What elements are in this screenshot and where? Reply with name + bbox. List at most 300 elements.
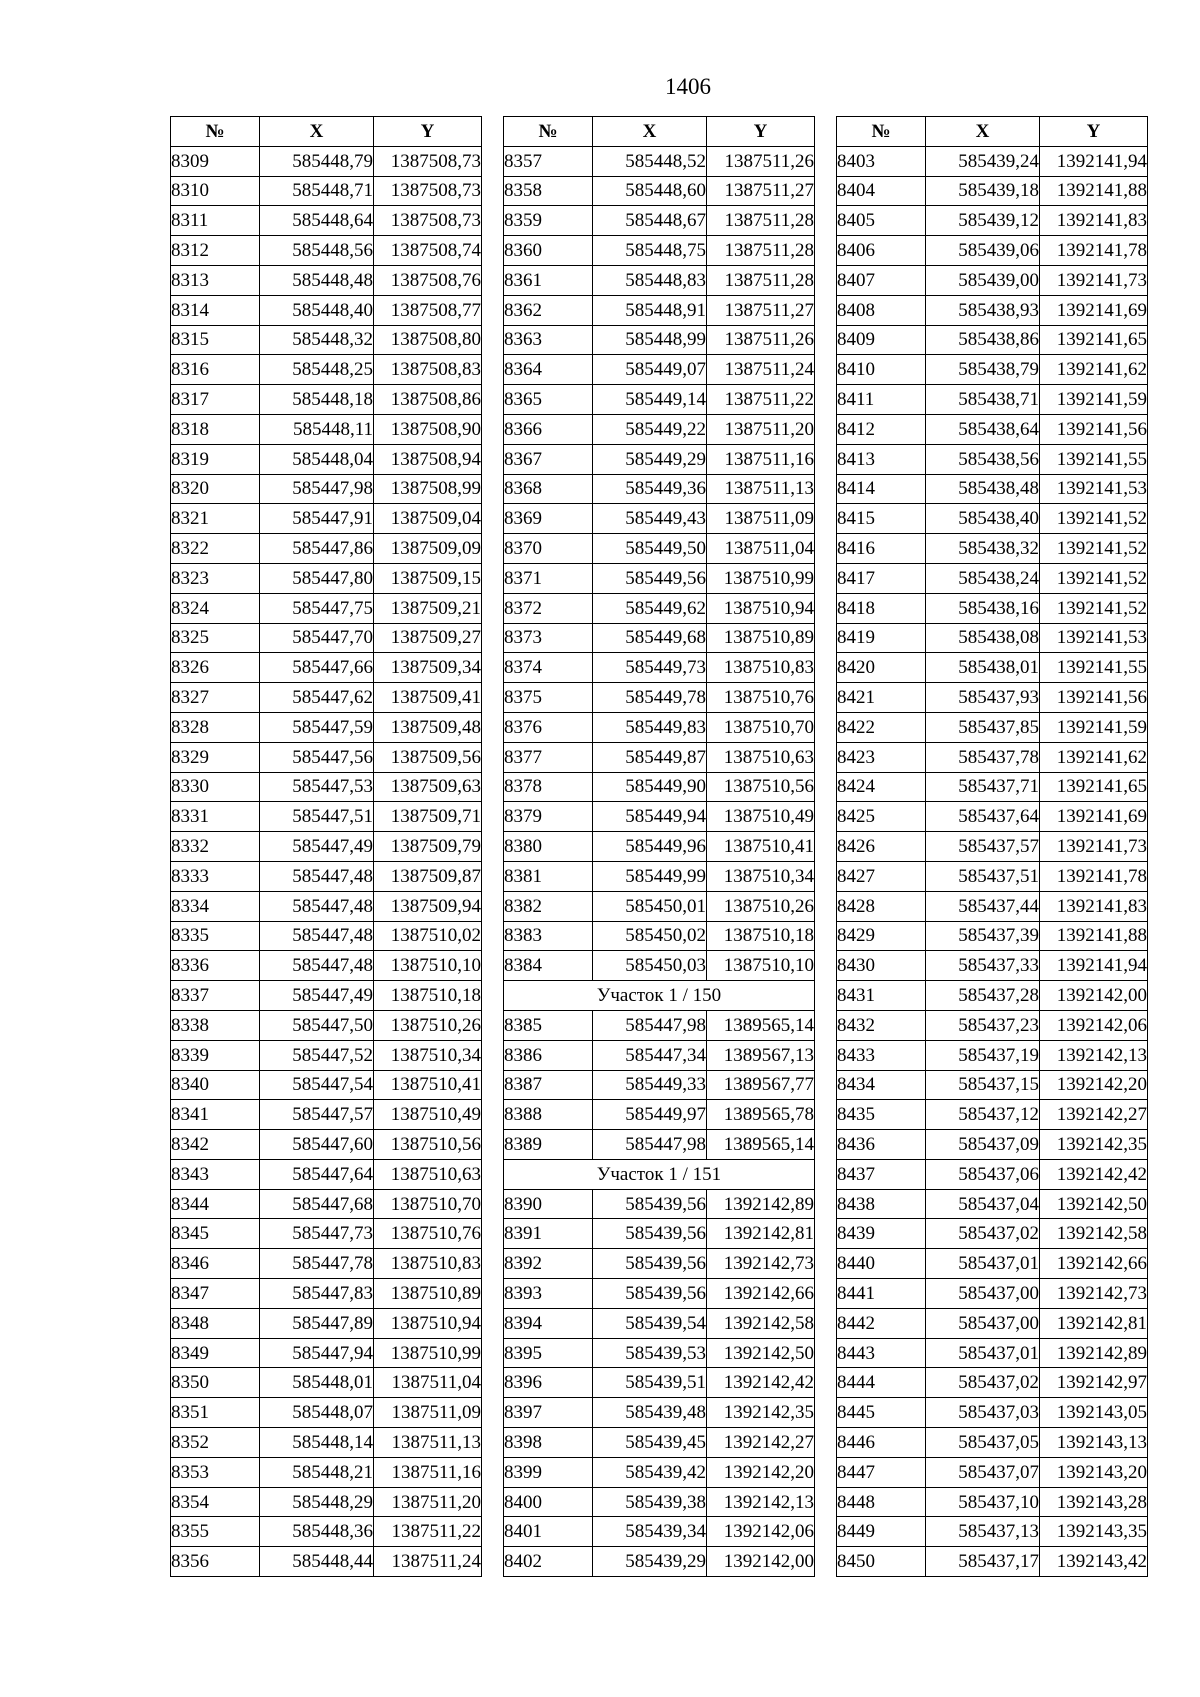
y-coordinate-cell: 1387510,34 — [374, 1040, 482, 1070]
table-row — [171, 921, 482, 951]
point-number-cell: 8338 — [171, 1010, 260, 1040]
y-coordinate-cell: 1387511,16 — [707, 444, 815, 474]
point-number-cell: 8366 — [504, 414, 593, 444]
x-coordinate-cell: 585447,98 — [593, 1130, 707, 1160]
point-number-cell: 8326 — [171, 653, 260, 683]
point-number-cell: 8353 — [171, 1457, 260, 1487]
header-y: Y — [1040, 117, 1148, 147]
point-number-cell: 8448 — [837, 1487, 926, 1517]
table-row — [837, 1010, 1148, 1040]
point-number-cell: 8312 — [171, 236, 260, 266]
y-coordinate-cell: 1387511,09 — [707, 504, 815, 534]
point-number-cell: 8423 — [837, 742, 926, 772]
table-row — [171, 414, 482, 444]
table-row — [504, 355, 815, 385]
table-row — [837, 1308, 1148, 1338]
point-number-cell: 8406 — [837, 236, 926, 266]
table-row — [837, 1398, 1148, 1428]
x-coordinate-cell: 585439,29 — [593, 1547, 707, 1577]
x-coordinate-cell: 585437,09 — [926, 1130, 1040, 1160]
x-coordinate-cell: 585437,17 — [926, 1547, 1040, 1577]
page-number: 1406 — [665, 74, 711, 99]
x-coordinate-cell: 585447,75 — [260, 593, 374, 623]
x-coordinate-cell: 585437,19 — [926, 1040, 1040, 1070]
x-coordinate-cell: 585447,49 — [260, 981, 374, 1011]
y-coordinate-cell: 1387510,99 — [374, 1338, 482, 1368]
table-row — [504, 265, 815, 295]
x-coordinate-cell: 585449,07 — [593, 355, 707, 385]
y-coordinate-cell: 1392143,20 — [1040, 1457, 1148, 1487]
point-number-cell: 8323 — [171, 563, 260, 593]
table-row — [171, 1010, 482, 1040]
point-number-cell: 8334 — [171, 891, 260, 921]
y-coordinate-cell: 1389565,14 — [707, 1010, 815, 1040]
x-coordinate-cell: 585448,36 — [260, 1517, 374, 1547]
x-coordinate-cell: 585439,38 — [593, 1487, 707, 1517]
y-coordinate-cell: 1392142,58 — [1040, 1219, 1148, 1249]
y-coordinate-cell: 1387511,09 — [374, 1398, 482, 1428]
x-coordinate-cell: 585448,11 — [260, 414, 374, 444]
point-number-cell: 8415 — [837, 504, 926, 534]
section-row — [504, 981, 815, 1011]
table-row — [171, 653, 482, 683]
y-coordinate-cell: 1387510,94 — [707, 593, 815, 623]
table-row — [171, 355, 482, 385]
x-coordinate-cell: 585439,18 — [926, 176, 1040, 206]
table-row — [504, 1547, 815, 1577]
table-row — [171, 1189, 482, 1219]
y-coordinate-cell: 1387509,79 — [374, 832, 482, 862]
point-number-cell: 8333 — [171, 861, 260, 891]
y-coordinate-cell: 1387508,73 — [374, 146, 482, 176]
x-coordinate-cell: 585447,98 — [260, 474, 374, 504]
point-number-cell: 8412 — [837, 414, 926, 444]
x-coordinate-cell: 585437,71 — [926, 772, 1040, 802]
table-row — [837, 444, 1148, 474]
x-coordinate-cell: 585439,12 — [926, 206, 1040, 236]
table-row — [837, 474, 1148, 504]
point-number-cell: 8322 — [171, 534, 260, 564]
x-coordinate-cell: 585447,66 — [260, 653, 374, 683]
y-coordinate-cell: 1392142,35 — [707, 1398, 815, 1428]
y-coordinate-cell: 1387509,56 — [374, 742, 482, 772]
table-row — [837, 295, 1148, 325]
table-row — [504, 921, 815, 951]
point-number-cell: 8402 — [504, 1547, 593, 1577]
point-number-cell: 8408 — [837, 295, 926, 325]
y-coordinate-cell: 1387509,27 — [374, 623, 482, 653]
table-row — [171, 623, 482, 653]
y-coordinate-cell: 1392141,52 — [1040, 534, 1148, 564]
point-number-cell: 8435 — [837, 1100, 926, 1130]
point-number-cell: 8368 — [504, 474, 593, 504]
y-coordinate-cell: 1392141,53 — [1040, 474, 1148, 504]
y-coordinate-cell: 1392142,50 — [707, 1338, 815, 1368]
y-coordinate-cell: 1392141,56 — [1040, 414, 1148, 444]
x-coordinate-cell: 585438,32 — [926, 534, 1040, 564]
x-coordinate-cell: 585437,12 — [926, 1100, 1040, 1130]
x-coordinate-cell: 585447,51 — [260, 802, 374, 832]
table-row — [837, 236, 1148, 266]
y-coordinate-cell: 1387510,99 — [707, 563, 815, 593]
x-coordinate-cell: 585448,91 — [593, 295, 707, 325]
table-row — [171, 742, 482, 772]
header-number: № — [504, 117, 593, 147]
table-row — [171, 444, 482, 474]
x-coordinate-cell: 585449,73 — [593, 653, 707, 683]
y-coordinate-cell: 1392143,28 — [1040, 1487, 1148, 1517]
header-row — [504, 117, 815, 147]
y-coordinate-cell: 1387510,34 — [707, 861, 815, 891]
x-coordinate-cell: 585437,39 — [926, 921, 1040, 951]
point-number-cell: 8389 — [504, 1130, 593, 1160]
x-coordinate-cell: 585449,62 — [593, 593, 707, 623]
table-row — [837, 683, 1148, 713]
y-coordinate-cell: 1387508,86 — [374, 385, 482, 415]
y-coordinate-cell: 1387509,71 — [374, 802, 482, 832]
y-coordinate-cell: 1392142,27 — [707, 1428, 815, 1458]
x-coordinate-cell: 585450,03 — [593, 951, 707, 981]
y-coordinate-cell: 1392142,27 — [1040, 1100, 1148, 1130]
point-number-cell: 8424 — [837, 772, 926, 802]
x-coordinate-cell: 585438,56 — [926, 444, 1040, 474]
y-coordinate-cell: 1389567,77 — [707, 1070, 815, 1100]
x-coordinate-cell: 585438,93 — [926, 295, 1040, 325]
table-row — [171, 802, 482, 832]
x-coordinate-cell: 585447,59 — [260, 712, 374, 742]
x-coordinate-cell: 585437,23 — [926, 1010, 1040, 1040]
y-coordinate-cell: 1387510,70 — [707, 712, 815, 742]
point-number-cell: 8340 — [171, 1070, 260, 1100]
y-coordinate-cell: 1387511,04 — [707, 534, 815, 564]
y-coordinate-cell: 1387510,94 — [374, 1308, 482, 1338]
y-coordinate-cell: 1387508,73 — [374, 176, 482, 206]
table-row — [504, 1070, 815, 1100]
point-number-cell: 8363 — [504, 325, 593, 355]
point-number-cell: 8319 — [171, 444, 260, 474]
table-row — [837, 593, 1148, 623]
x-coordinate-cell: 585437,13 — [926, 1517, 1040, 1547]
y-coordinate-cell: 1392143,13 — [1040, 1428, 1148, 1458]
x-coordinate-cell: 585449,14 — [593, 385, 707, 415]
y-coordinate-cell: 1392141,88 — [1040, 176, 1148, 206]
y-coordinate-cell: 1392141,73 — [1040, 265, 1148, 295]
y-coordinate-cell: 1387509,63 — [374, 772, 482, 802]
x-coordinate-cell: 585448,60 — [593, 176, 707, 206]
x-coordinate-cell: 585439,54 — [593, 1308, 707, 1338]
table-row — [837, 1368, 1148, 1398]
point-number-cell: 8433 — [837, 1040, 926, 1070]
x-coordinate-cell: 585448,79 — [260, 146, 374, 176]
point-number-cell: 8427 — [837, 861, 926, 891]
x-coordinate-cell: 585447,68 — [260, 1189, 374, 1219]
point-number-cell: 8316 — [171, 355, 260, 385]
point-number-cell: 8367 — [504, 444, 593, 474]
x-coordinate-cell: 585450,02 — [593, 921, 707, 951]
table-row — [837, 981, 1148, 1011]
table-row — [171, 772, 482, 802]
point-number-cell: 8422 — [837, 712, 926, 742]
table-row — [171, 1130, 482, 1160]
y-coordinate-cell: 1392142,81 — [1040, 1308, 1148, 1338]
table-row — [504, 861, 815, 891]
x-coordinate-cell: 585447,62 — [260, 683, 374, 713]
y-coordinate-cell: 1392142,42 — [1040, 1159, 1148, 1189]
y-coordinate-cell: 1387510,76 — [374, 1219, 482, 1249]
table-row — [171, 504, 482, 534]
point-number-cell: 8341 — [171, 1100, 260, 1130]
point-number-cell: 8309 — [171, 146, 260, 176]
y-coordinate-cell: 1392142,00 — [707, 1547, 815, 1577]
x-coordinate-cell: 585439,51 — [593, 1368, 707, 1398]
point-number-cell: 8390 — [504, 1189, 593, 1219]
point-number-cell: 8384 — [504, 951, 593, 981]
y-coordinate-cell: 1387509,41 — [374, 683, 482, 713]
y-coordinate-cell: 1387510,89 — [707, 623, 815, 653]
coordinates-table-1 — [170, 116, 482, 1577]
header-x: X — [260, 117, 374, 147]
point-number-cell: 8310 — [171, 176, 260, 206]
table-row — [837, 1547, 1148, 1577]
y-coordinate-cell: 1387510,49 — [374, 1100, 482, 1130]
y-coordinate-cell: 1392142,06 — [1040, 1010, 1148, 1040]
x-coordinate-cell: 585447,86 — [260, 534, 374, 564]
x-coordinate-cell: 585447,48 — [260, 861, 374, 891]
x-coordinate-cell: 585450,01 — [593, 891, 707, 921]
y-coordinate-cell: 1392141,78 — [1040, 861, 1148, 891]
point-number-cell: 8410 — [837, 355, 926, 385]
point-number-cell: 8327 — [171, 683, 260, 713]
table-row — [504, 474, 815, 504]
x-coordinate-cell: 585437,33 — [926, 951, 1040, 981]
point-number-cell: 8318 — [171, 414, 260, 444]
x-coordinate-cell: 585438,24 — [926, 563, 1040, 593]
table-row — [504, 385, 815, 415]
point-number-cell: 8324 — [171, 593, 260, 623]
y-coordinate-cell: 1392141,59 — [1040, 385, 1148, 415]
y-coordinate-cell: 1392142,89 — [1040, 1338, 1148, 1368]
y-coordinate-cell: 1392141,83 — [1040, 206, 1148, 236]
y-coordinate-cell: 1392141,55 — [1040, 444, 1148, 474]
table-row — [837, 861, 1148, 891]
table-row — [171, 861, 482, 891]
x-coordinate-cell: 585448,99 — [593, 325, 707, 355]
y-coordinate-cell: 1392141,69 — [1040, 295, 1148, 325]
table-row — [837, 951, 1148, 981]
point-number-cell: 8436 — [837, 1130, 926, 1160]
point-number-cell: 8317 — [171, 385, 260, 415]
table-row — [504, 683, 815, 713]
y-coordinate-cell: 1389567,13 — [707, 1040, 815, 1070]
y-coordinate-cell: 1392141,56 — [1040, 683, 1148, 713]
y-coordinate-cell: 1392141,62 — [1040, 355, 1148, 385]
table-row — [504, 1487, 815, 1517]
table-row — [171, 265, 482, 295]
y-coordinate-cell: 1392141,59 — [1040, 712, 1148, 742]
point-number-cell: 8440 — [837, 1249, 926, 1279]
x-coordinate-cell: 585437,07 — [926, 1457, 1040, 1487]
point-number-cell: 8430 — [837, 951, 926, 981]
x-coordinate-cell: 585448,32 — [260, 325, 374, 355]
x-coordinate-cell: 585448,25 — [260, 355, 374, 385]
x-coordinate-cell: 585447,48 — [260, 951, 374, 981]
table-row — [837, 206, 1148, 236]
table-row — [504, 1249, 815, 1279]
y-coordinate-cell: 1387511,22 — [707, 385, 815, 415]
y-coordinate-cell: 1392141,52 — [1040, 563, 1148, 593]
point-number-cell: 8395 — [504, 1338, 593, 1368]
y-coordinate-cell: 1387510,89 — [374, 1279, 482, 1309]
y-coordinate-cell: 1387510,18 — [374, 981, 482, 1011]
point-number-cell: 8428 — [837, 891, 926, 921]
point-number-cell: 8419 — [837, 623, 926, 653]
x-coordinate-cell: 585448,75 — [593, 236, 707, 266]
y-coordinate-cell: 1389565,14 — [707, 1130, 815, 1160]
table-row — [171, 1547, 482, 1577]
x-coordinate-cell: 585447,48 — [260, 891, 374, 921]
x-coordinate-cell: 585437,01 — [926, 1338, 1040, 1368]
table-row — [837, 385, 1148, 415]
table-row — [171, 712, 482, 742]
table-row — [504, 1130, 815, 1160]
point-number-cell: 8356 — [171, 1547, 260, 1577]
point-number-cell: 8387 — [504, 1070, 593, 1100]
x-coordinate-cell: 585447,54 — [260, 1070, 374, 1100]
x-coordinate-cell: 585449,50 — [593, 534, 707, 564]
point-number-cell: 8351 — [171, 1398, 260, 1428]
x-coordinate-cell: 585447,57 — [260, 1100, 374, 1130]
table-row — [171, 1398, 482, 1428]
point-number-cell: 8416 — [837, 534, 926, 564]
x-coordinate-cell: 585447,94 — [260, 1338, 374, 1368]
x-coordinate-cell: 585448,18 — [260, 385, 374, 415]
point-number-cell: 8342 — [171, 1130, 260, 1160]
x-coordinate-cell: 585437,51 — [926, 861, 1040, 891]
point-number-cell: 8362 — [504, 295, 593, 325]
x-coordinate-cell: 585437,15 — [926, 1070, 1040, 1100]
y-coordinate-cell: 1392141,55 — [1040, 653, 1148, 683]
table-row — [837, 504, 1148, 534]
y-coordinate-cell: 1387510,49 — [707, 802, 815, 832]
point-number-cell: 8411 — [837, 385, 926, 415]
table-row — [837, 414, 1148, 444]
table-row — [837, 623, 1148, 653]
y-coordinate-cell: 1387509,09 — [374, 534, 482, 564]
point-number-cell: 8426 — [837, 832, 926, 862]
y-coordinate-cell: 1387508,77 — [374, 295, 482, 325]
table-row — [837, 742, 1148, 772]
point-number-cell: 8382 — [504, 891, 593, 921]
x-coordinate-cell: 585437,00 — [926, 1279, 1040, 1309]
point-number-cell: 8442 — [837, 1308, 926, 1338]
y-coordinate-cell: 1392142,66 — [1040, 1249, 1148, 1279]
x-coordinate-cell: 585447,52 — [260, 1040, 374, 1070]
x-coordinate-cell: 585437,00 — [926, 1308, 1040, 1338]
x-coordinate-cell: 585439,06 — [926, 236, 1040, 266]
table-row — [837, 712, 1148, 742]
y-coordinate-cell: 1392142,73 — [1040, 1279, 1148, 1309]
x-coordinate-cell: 585439,34 — [593, 1517, 707, 1547]
y-coordinate-cell: 1387509,94 — [374, 891, 482, 921]
x-coordinate-cell: 585447,34 — [593, 1040, 707, 1070]
y-coordinate-cell: 1387508,74 — [374, 236, 482, 266]
point-number-cell: 8397 — [504, 1398, 593, 1428]
table-row — [837, 1159, 1148, 1189]
y-coordinate-cell: 1392141,53 — [1040, 623, 1148, 653]
x-coordinate-cell: 585447,89 — [260, 1308, 374, 1338]
x-coordinate-cell: 585448,83 — [593, 265, 707, 295]
table-row — [837, 563, 1148, 593]
x-coordinate-cell: 585437,05 — [926, 1428, 1040, 1458]
table-row — [504, 1100, 815, 1130]
y-coordinate-cell: 1389565,78 — [707, 1100, 815, 1130]
table-row — [504, 951, 815, 981]
x-coordinate-cell: 585439,53 — [593, 1338, 707, 1368]
point-number-cell: 8438 — [837, 1189, 926, 1219]
y-coordinate-cell: 1392143,05 — [1040, 1398, 1148, 1428]
x-coordinate-cell: 585449,68 — [593, 623, 707, 653]
point-number-cell: 8421 — [837, 683, 926, 713]
point-number-cell: 8344 — [171, 1189, 260, 1219]
table-row — [837, 1338, 1148, 1368]
table-row — [504, 206, 815, 236]
table-row — [504, 832, 815, 862]
point-number-cell: 8403 — [837, 146, 926, 176]
table-row — [171, 1457, 482, 1487]
x-coordinate-cell: 585449,56 — [593, 563, 707, 593]
table-row — [837, 325, 1148, 355]
table-row — [837, 921, 1148, 951]
point-number-cell: 8437 — [837, 1159, 926, 1189]
x-coordinate-cell: 585439,56 — [593, 1279, 707, 1309]
x-coordinate-cell: 585437,03 — [926, 1398, 1040, 1428]
table-row — [837, 176, 1148, 206]
x-coordinate-cell: 585437,64 — [926, 802, 1040, 832]
x-coordinate-cell: 585448,48 — [260, 265, 374, 295]
y-coordinate-cell: 1387510,76 — [707, 683, 815, 713]
point-number-cell: 8349 — [171, 1338, 260, 1368]
coordinates-table-2 — [503, 116, 815, 1577]
x-coordinate-cell: 585447,49 — [260, 832, 374, 862]
point-number-cell: 8311 — [171, 206, 260, 236]
table-row — [504, 1428, 815, 1458]
x-coordinate-cell: 585437,10 — [926, 1487, 1040, 1517]
y-coordinate-cell: 1387511,13 — [707, 474, 815, 504]
y-coordinate-cell: 1392141,65 — [1040, 772, 1148, 802]
table-row — [171, 1308, 482, 1338]
y-coordinate-cell: 1387511,24 — [374, 1547, 482, 1577]
header-x: X — [926, 117, 1040, 147]
x-coordinate-cell: 585437,02 — [926, 1219, 1040, 1249]
x-coordinate-cell: 585448,07 — [260, 1398, 374, 1428]
x-coordinate-cell: 585447,64 — [260, 1159, 374, 1189]
table-row — [504, 325, 815, 355]
x-coordinate-cell: 585447,60 — [260, 1130, 374, 1160]
y-coordinate-cell: 1387511,26 — [707, 146, 815, 176]
table-row — [171, 1428, 482, 1458]
point-number-cell: 8444 — [837, 1368, 926, 1398]
table-row — [171, 1040, 482, 1070]
point-number-cell: 8379 — [504, 802, 593, 832]
x-coordinate-cell: 585449,22 — [593, 414, 707, 444]
x-coordinate-cell: 585448,52 — [593, 146, 707, 176]
point-number-cell: 8414 — [837, 474, 926, 504]
table-row — [504, 534, 815, 564]
x-coordinate-cell: 585438,01 — [926, 653, 1040, 683]
y-coordinate-cell: 1387511,20 — [707, 414, 815, 444]
x-coordinate-cell: 585439,56 — [593, 1249, 707, 1279]
x-coordinate-cell: 585437,93 — [926, 683, 1040, 713]
